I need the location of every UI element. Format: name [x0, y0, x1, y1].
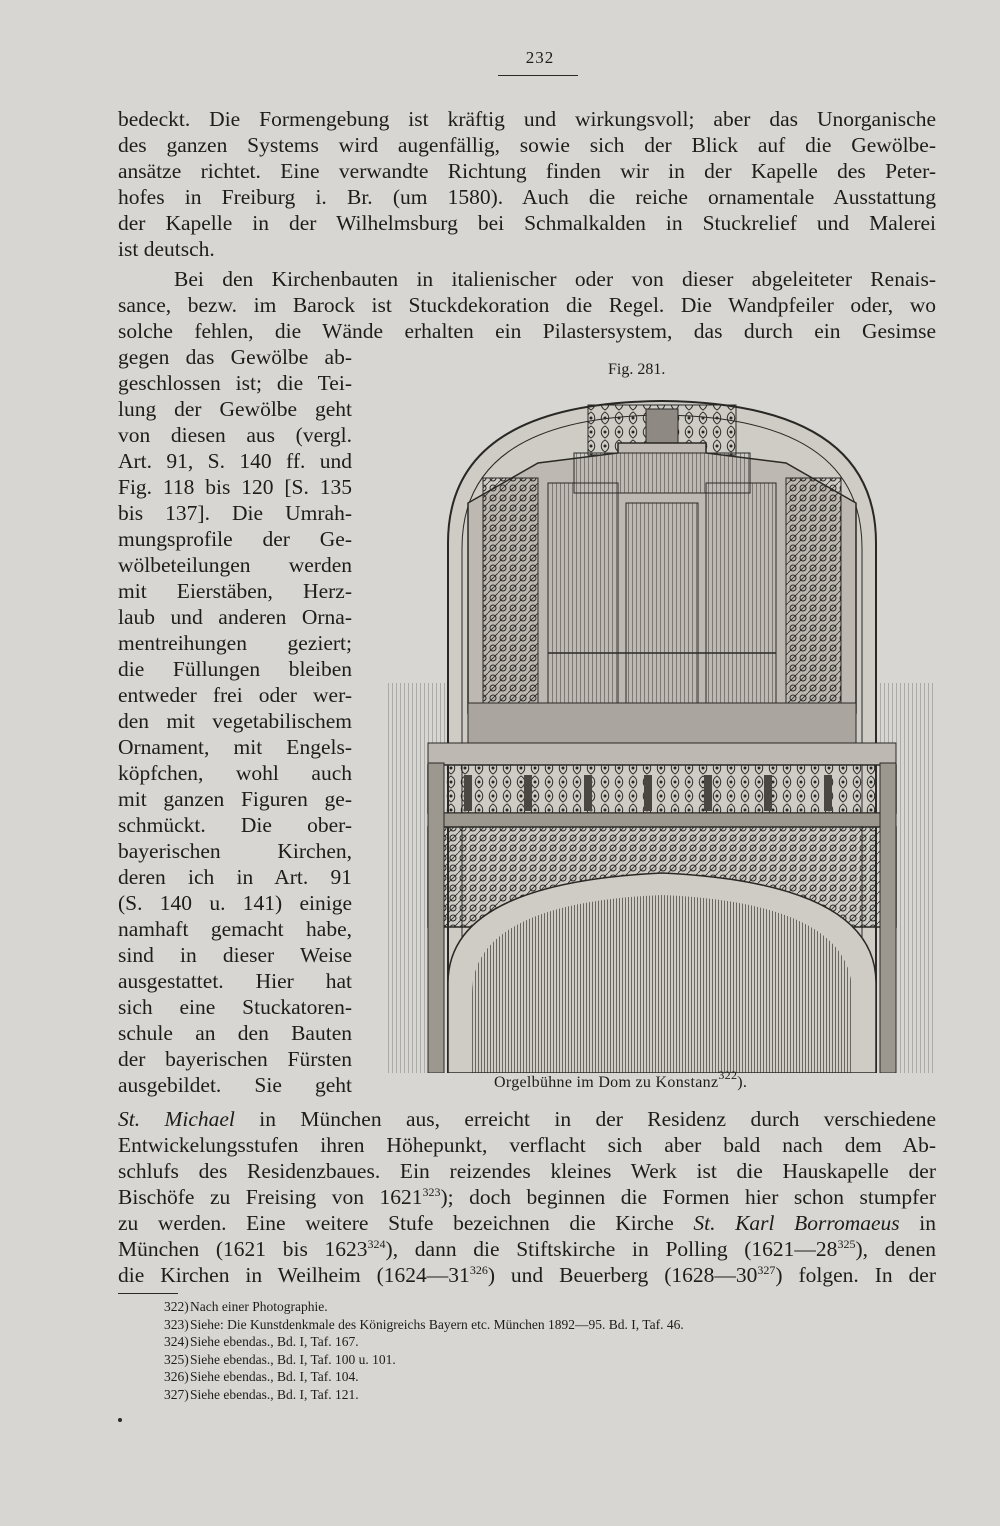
text-line: geschlossen ist; die Tei-: [118, 371, 352, 395]
footnote-text: Siehe ebendas., Bd. I, Taf. 121.: [190, 1386, 359, 1402]
text-line: sich eine Stuckatoren-: [118, 995, 352, 1019]
footnote: [164, 1351, 924, 1369]
text-line: der Kapelle in der Wilhelmsburg bei Schmalkalden in Stuckrelief und Malerei: [118, 211, 936, 235]
footnote-reference: 326: [469, 1263, 488, 1277]
text-line: sind in dieser Weise: [118, 943, 352, 967]
footnote-reference: 322: [718, 1068, 738, 1082]
organ-gallery-illustration: [388, 383, 936, 1073]
footnote-number: 326): [164, 1369, 189, 1384]
paragraph-continuation: [118, 1106, 936, 1288]
text-line: köpfchen, wohl auch: [118, 761, 352, 785]
text-line: bayerischen Kirchen,: [118, 839, 352, 863]
text-line: schlufs des Residenzbaues. Ein reizendes kleines Werk ist die Hauskapelle der: [118, 1159, 936, 1183]
text-line: Fig. 118 bis 120 [S. 135: [118, 475, 352, 499]
text-run: München (1621 bis 1623: [118, 1237, 368, 1261]
text-line: ansätze richtet. Eine verwandte Richtung finden wir in der Kapelle des Peter-: [118, 159, 936, 183]
text-line: mit Eierstäben, Herz-: [118, 579, 352, 603]
footnote-number: 323): [164, 1316, 189, 1332]
text-line: Art. 91, S. 140 ff. und: [118, 449, 352, 473]
text-line: Ornament, mit Engels-: [118, 735, 352, 759]
text-run: Bischöfe zu Freising von 1621: [118, 1185, 423, 1209]
text-run: die Kirchen in Weilheim (1624—31: [118, 1263, 470, 1287]
text-run: ) folgen. In der: [775, 1263, 936, 1287]
text-line: laub und anderen Orna-: [118, 605, 352, 629]
text-line: hofes in Freiburg i. Br. (um 1580). Auch die reiche ornamentale Ausstattung: [118, 185, 936, 209]
text-line: schmückt. Die ober-: [118, 813, 352, 837]
footnote-number: 324): [164, 1334, 189, 1349]
footnote-reference: 327: [757, 1263, 776, 1277]
footnotes: [164, 1298, 924, 1403]
italic-name: St. Karl Borromaeus: [693, 1211, 900, 1235]
text-line: mungsprofile der Ge-: [118, 527, 352, 551]
caption-text: Orgelbühne im Dom zu Konstanz: [494, 1074, 719, 1091]
text-line: sance, bezw. im Barock ist Stuckdekoration die Regel. Die Wandpfeiler oder, wo: [118, 293, 936, 317]
paragraph-1: [118, 106, 936, 262]
text-run: in München aus, erreicht in der Residenz durch verschiedene: [234, 1107, 936, 1131]
text-line: wölbeteilungen werden: [118, 553, 352, 577]
footnote-text: Siehe ebendas., Bd. I, Taf. 100 u. 101.: [190, 1351, 396, 1367]
text-line: deren ich in Art. 91: [118, 865, 352, 889]
text-line: namhaft gemacht habe,: [118, 917, 352, 941]
text-run: in: [899, 1211, 936, 1235]
text-line: des ganzen Systems wird augenfällig, sowie sich der Blick auf die Gewölbe-: [118, 133, 936, 157]
text-line: der bayerischen Fürsten: [118, 1047, 352, 1071]
footnote-rule: [118, 1293, 178, 1294]
footnote-number: 325): [164, 1351, 189, 1367]
footnote: [164, 1368, 924, 1386]
page-number: 232: [525, 48, 555, 67]
text-run: zu werden. Eine weitere Stufe bezeichnen die Kirche: [118, 1211, 694, 1235]
footnote: [164, 1298, 924, 1316]
footnote-reference: 325: [837, 1237, 856, 1251]
text-run: ), dann die Stiftskirche in Polling (1621—28: [385, 1237, 838, 1261]
text-line: den mit vegetabilischem: [118, 709, 352, 733]
footnote: [164, 1333, 924, 1351]
footnote-number: 322): [164, 1299, 189, 1314]
text-line: von diesen aus (vergl.: [118, 423, 352, 447]
text-line: ausgebildet. Sie geht: [118, 1073, 352, 1097]
text-line: entweder frei oder wer-: [118, 683, 352, 707]
text-line: schule an den Bauten: [118, 1021, 352, 1045]
text-line: [118, 1106, 936, 1132]
page-number-rule: [498, 75, 578, 76]
text-line: [118, 1236, 936, 1262]
text-run: ) und Beuerberg (1628—30: [487, 1263, 758, 1287]
narrow-column: [118, 344, 352, 1098]
stray-mark: [118, 1418, 122, 1422]
figure-caption: [494, 1068, 854, 1092]
text-run: ); doch beginnen die Formen hier schon stumpfer: [440, 1185, 936, 1209]
footnote-text: Siehe ebendas., Bd. I, Taf. 167.: [190, 1334, 359, 1349]
caption-end: ).: [737, 1074, 748, 1091]
text-line: lung der Gewölbe geht: [118, 397, 352, 421]
text-line: ausgestattet. Hier hat: [118, 969, 352, 993]
text-line: Entwickelungsstufen ihren Höhepunkt, verflacht sich aber bald nach dem Ab-: [118, 1133, 936, 1157]
footnote-text: Nach einer Photographie.: [190, 1299, 328, 1314]
text-line: Bei den Kirchenbauten in italienischer oder von dieser abgeleiteter Renais-: [174, 267, 936, 291]
paragraph-2: [118, 266, 936, 344]
text-line: ist deutsch.: [118, 237, 215, 261]
footnote: [164, 1386, 924, 1404]
text-run: ), denen: [855, 1237, 937, 1261]
text-line: bis 137]. Die Umrah-: [118, 501, 352, 525]
figure-label: Fig. 281.: [608, 361, 666, 378]
footnote-text: Siehe: Die Kunstdenkmale des Königreichs Bayern etc. München 1892—95. Bd. I, Taf. 46.: [190, 1316, 684, 1332]
text-line: solche fehlen, die Wände erhalten ein Pilastersystem, das durch ein Gesimse: [118, 319, 936, 343]
text-line: mit ganzen Figuren ge-: [118, 787, 352, 811]
text-line: (S. 140 u. 141) einige: [118, 891, 352, 915]
text-line: gegen das Gewölbe ab-: [118, 345, 352, 369]
footnote-number: 327): [164, 1386, 189, 1402]
text-line: [118, 1210, 936, 1236]
text-line: bedeckt. Die Formengebung ist kräftig und wirkungsvoll; aber das Unorganische: [118, 107, 936, 131]
footnote-reference: 324: [367, 1237, 386, 1251]
text-line: mentreihungen geziert;: [118, 631, 352, 655]
footnote-text: Siehe ebendas., Bd. I, Taf. 104.: [190, 1369, 359, 1384]
footnote-reference: 323: [422, 1185, 441, 1199]
text-line: [118, 1184, 936, 1210]
text-line: die Füllungen bleiben: [118, 657, 352, 681]
footnote: [164, 1316, 924, 1334]
text-line: [118, 1262, 936, 1288]
italic-name: St. Michael: [118, 1107, 235, 1131]
